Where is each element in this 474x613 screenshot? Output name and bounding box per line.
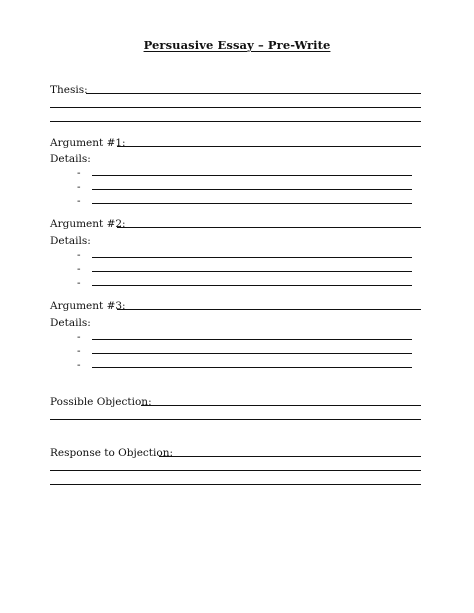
detail-bullet: - (77, 331, 81, 343)
detail-bullet: - (77, 263, 81, 275)
argument-1-line[interactable] (117, 146, 421, 147)
thesis-line-1[interactable] (86, 93, 421, 94)
argument-1-detail-line-2[interactable] (92, 189, 412, 190)
detail-bullet: - (77, 181, 81, 193)
detail-bullet: - (77, 195, 81, 207)
argument-1-details-label: Details: (50, 153, 91, 165)
objection-line-1[interactable] (141, 405, 421, 406)
argument-1-detail-line-3[interactable] (92, 203, 412, 204)
thesis-line-3[interactable] (50, 121, 421, 122)
argument-2-detail-line-2[interactable] (92, 271, 412, 272)
detail-bullet: - (77, 167, 81, 179)
argument-2-details-label: Details: (50, 235, 91, 247)
thesis-line-2[interactable] (50, 107, 421, 108)
argument-2-line[interactable] (117, 227, 421, 228)
objection-label: Possible Objection: (50, 396, 152, 408)
argument-3-detail-line-3[interactable] (92, 367, 412, 368)
detail-bullet: - (77, 249, 81, 261)
thesis-label: Thesis: (50, 84, 88, 96)
response-line-2[interactable] (50, 470, 421, 471)
argument-2-detail-line-3[interactable] (92, 285, 412, 286)
argument-3-line[interactable] (117, 309, 421, 310)
argument-1-detail-line-1[interactable] (92, 175, 412, 176)
page-title: Persuasive Essay – Pre-Write (143, 38, 331, 52)
argument-2-detail-line-1[interactable] (92, 257, 412, 258)
detail-bullet: - (77, 359, 81, 371)
response-line-3[interactable] (50, 484, 421, 485)
detail-bullet: - (77, 345, 81, 357)
response-label: Response to Objection: (50, 447, 174, 459)
argument-3-detail-line-2[interactable] (92, 353, 412, 354)
argument-1-label: Argument #1: (50, 137, 126, 149)
argument-3-details-label: Details: (50, 317, 91, 329)
argument-2-label: Argument #2: (50, 218, 126, 230)
detail-bullet: - (77, 277, 81, 289)
objection-line-2[interactable] (50, 419, 421, 420)
argument-3-detail-line-1[interactable] (92, 339, 412, 340)
argument-3-label: Argument #3: (50, 300, 126, 312)
response-line-1[interactable] (159, 456, 421, 457)
